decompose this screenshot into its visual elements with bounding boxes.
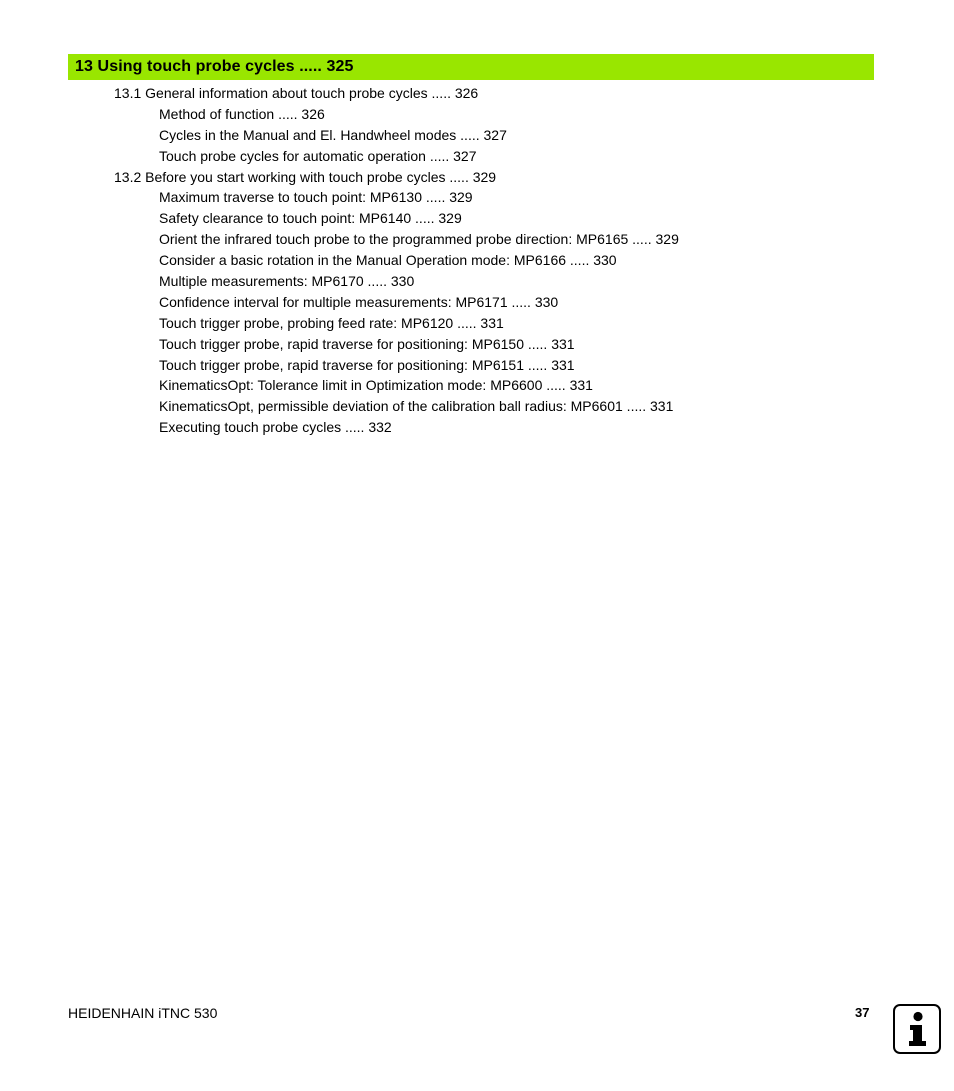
toc-entry[interactable]: Consider a basic rotation in the Manual Operation mode: MP6166 ..... 330 [159,252,617,269]
toc-entry[interactable]: Confidence interval for multiple measurements: MP6171 ..... 330 [159,293,559,310]
toc-section-13-1[interactable]: 13.1 General information about touch probe cycles ..... 326 [114,85,479,101]
info-icon-glyph [895,1006,939,1052]
toc-entry[interactable]: Maximum traverse to touch point: MP6130 ..... 329 [159,189,473,206]
toc-entry[interactable]: KinematicsOpt: Tolerance limit in Optimization mode: MP6600 ..... 331 [159,377,593,394]
table-of-contents [0,83,679,438]
toc-entry[interactable]: KinematicsOpt, permissible deviation of the calibration ball radius: MP6601 ..... 331 [159,398,674,415]
toc-entry[interactable]: Touch probe cycles for automatic operation ..... 327 [159,147,477,164]
toc-entry[interactable]: Touch trigger probe, probing feed rate: MP6120 ..... 331 [159,314,504,331]
toc-entry[interactable]: Touch trigger probe, rapid traverse for positioning: MP6150 ..... 331 [159,335,575,352]
toc-section-13-2[interactable]: 13.2 Before you start working with touch probe cycles ..... 329 [114,168,497,185]
chapter-title[interactable]: 13 Using touch probe cycles ..... 325 [75,58,354,75]
chapter-header-bar [68,54,874,80]
toc-entry[interactable]: Method of function ..... 326 [159,105,325,122]
toc-entry[interactable]: Cycles in the Manual and El. Handwheel modes ..... 327 [159,126,507,143]
toc-entry[interactable]: Multiple measurements: MP6170 ..... 330 [159,273,415,290]
toc-entry[interactable]: Touch trigger probe, rapid traverse for positioning: MP6151 ..... 331 [159,356,575,373]
info-icon [893,1004,941,1054]
page-number: 37 [855,1005,870,1020]
toc-entry[interactable]: Executing touch probe cycles ..... 332 [159,419,392,436]
footer-product-name: HEIDENHAIN iTNC 530 [68,1005,218,1021]
toc-entry[interactable]: Safety clearance to touch point: MP6140 ..... 329 [159,210,462,227]
toc-entry[interactable]: Orient the infrared touch probe to the programmed probe direction: MP6165 ..... 329 [159,231,679,248]
